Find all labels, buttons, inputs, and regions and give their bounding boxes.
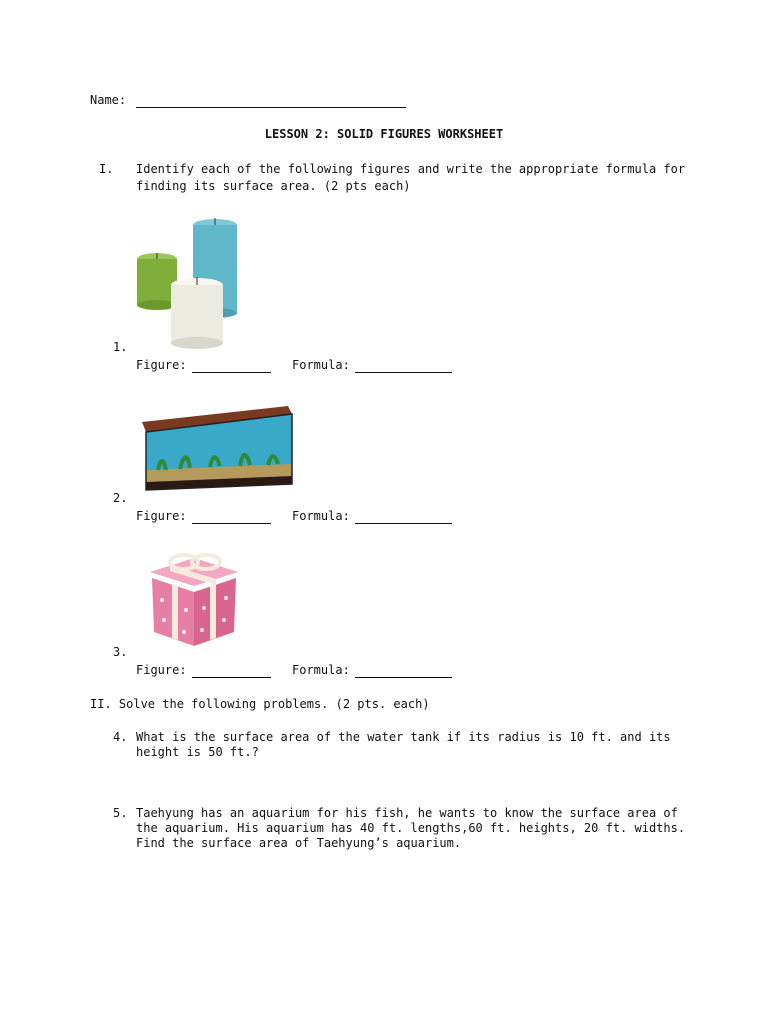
name-row [90, 93, 126, 107]
problem-5-line3: Find the surface area of Taehyung’s aquarium. [136, 836, 462, 850]
gift-ribbon-left [172, 584, 178, 640]
item-2-number: 2. [113, 491, 128, 505]
candles-image [134, 215, 244, 350]
item-3-number: 3. [113, 645, 128, 659]
name-field[interactable] [136, 94, 406, 108]
section-1-instruction-line1: Identify each of the following figures and write the appropriate formula for [136, 162, 686, 176]
item-3-figure-blank[interactable] [192, 664, 271, 678]
problem-4-line2: height is 50 ft.? [136, 745, 259, 759]
item-3-formula-label: Formula: [292, 663, 350, 677]
item-3-figure-label: Figure: [136, 663, 187, 677]
problem-4-number: 4. [113, 730, 128, 744]
gift-ribbon-right [210, 584, 216, 640]
worksheet-title: LESSON 2: SOLID FIGURES WORKSHEET [264, 127, 504, 141]
name-label: Name: [90, 93, 127, 107]
item-1-formula-label: Formula: [292, 358, 350, 372]
item-2-formula-blank[interactable] [355, 510, 452, 524]
white-candle-bottom [171, 337, 223, 349]
item-3-formula-blank[interactable] [355, 664, 452, 678]
aquarium-image [140, 404, 294, 492]
white-candle-body [171, 285, 223, 343]
item-2-figure-label: Figure: [136, 509, 187, 523]
gift-box-image [146, 550, 242, 650]
item-2-formula-label: Formula: [292, 509, 350, 523]
problem-5-line1: Taehyung has an aquarium for his fish, he wants to know the surface area of [136, 806, 678, 820]
problem-4-line1: What is the surface area of the water tank if its radius is 10 ft. and its [136, 730, 671, 744]
item-1-formula-blank[interactable] [355, 359, 452, 373]
section-1-numeral: I. [99, 162, 114, 176]
item-1-figure-blank[interactable] [192, 359, 271, 373]
item-2-figure-blank[interactable] [192, 510, 271, 524]
section-1-instruction-line2: finding its surface area. (2 pts each) [136, 179, 411, 193]
item-1-figure-label: Figure: [136, 358, 187, 372]
problem-5-number: 5. [113, 806, 128, 820]
problem-5-line2: the aquarium. His aquarium has 40 ft. lengths,60 ft. heights, 20 ft. widths. [136, 821, 686, 835]
item-1-number: 1. [113, 340, 128, 354]
section-2-heading: II. Solve the following problems. (2 pts. each) [90, 697, 430, 711]
